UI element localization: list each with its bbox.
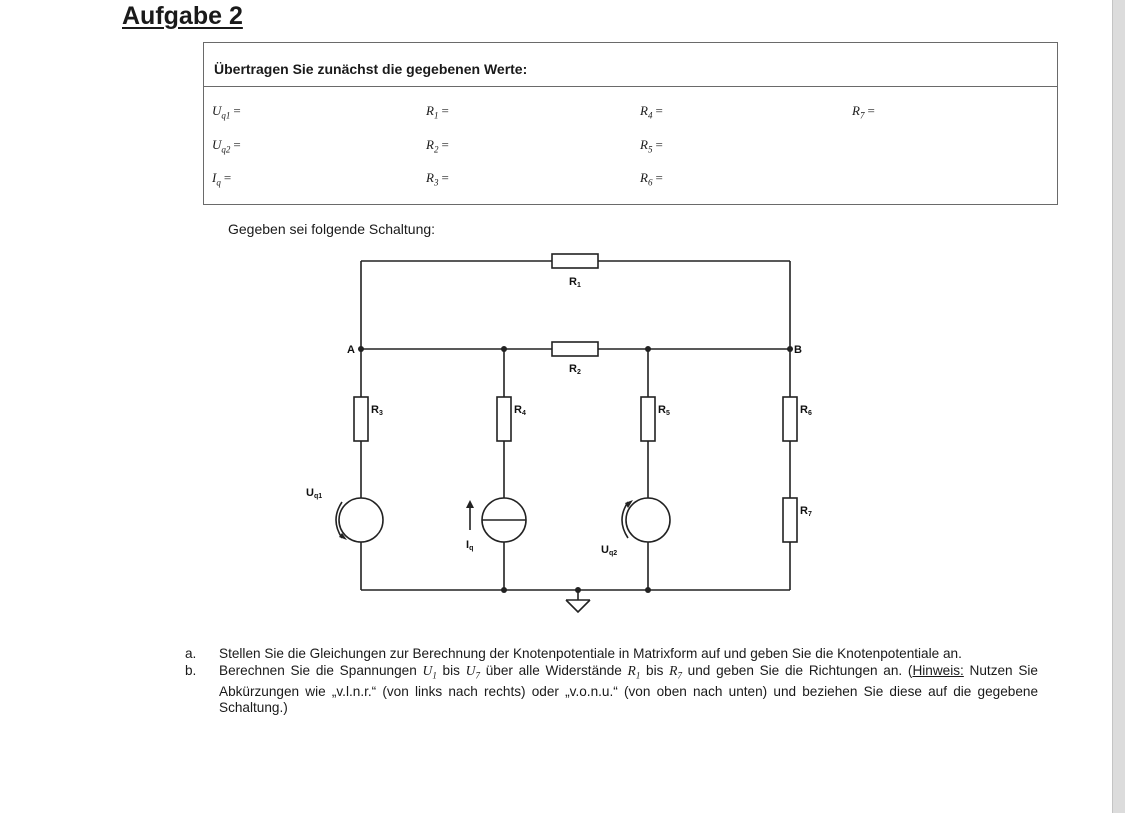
resistor-r1 bbox=[552, 254, 598, 268]
voltage-source-uq1 bbox=[339, 498, 383, 542]
junction-dot bbox=[501, 587, 507, 593]
resistor-r3 bbox=[354, 397, 368, 441]
label-iq: Iq bbox=[466, 539, 474, 552]
given-values-header: Übertragen Sie zunächst die gegebenen Werte: bbox=[204, 43, 1057, 87]
label-r7: R7 bbox=[800, 505, 812, 518]
symbol-u1: $U_1$ bbox=[422, 662, 437, 681]
resistor-r4 bbox=[497, 397, 511, 441]
task-b-text-1: Berechnen Sie die Spannungen bbox=[219, 662, 423, 678]
given-value-r6: $R_6$ = bbox=[640, 170, 663, 188]
given-value-r3: $R_3$ = bbox=[426, 170, 449, 188]
symbol-r7: $R_7$ bbox=[669, 662, 682, 681]
given-value-uq2: $U_{q2}$ = bbox=[212, 137, 241, 155]
voltage-source-uq2 bbox=[626, 498, 670, 542]
given-value-r5: $R_5$ = bbox=[640, 137, 663, 155]
task-b bbox=[183, 663, 1038, 717]
given-value-r2: $R_2$ = bbox=[426, 137, 449, 155]
task-b-bis-1: bis bbox=[436, 662, 466, 678]
resistor-r5 bbox=[641, 397, 655, 441]
hint-label: Hinweis: bbox=[912, 662, 964, 678]
task-title: Aufgabe 2 bbox=[122, 2, 243, 30]
junction-dot bbox=[501, 346, 507, 352]
given-value-r4: $R_4$ = bbox=[640, 103, 663, 121]
given-value-r7: $R_7$ = bbox=[852, 103, 875, 121]
task-b-text-3: und geben Sie die Richtungen an. ( bbox=[681, 662, 913, 678]
resistor-r2 bbox=[552, 342, 598, 356]
label-r2: R2 bbox=[569, 363, 581, 376]
junction-dot bbox=[575, 587, 581, 593]
node-b-dot bbox=[787, 346, 793, 352]
label-r3: R3 bbox=[371, 404, 383, 417]
junction-dot bbox=[645, 346, 651, 352]
task-b-bis-2: bis bbox=[640, 662, 670, 678]
task-a-text: Stellen Sie die Gleichungen zur Berechnung der Knotenpotentiale in Matrixform auf und geben Sie die Knotenpotentiale an. bbox=[219, 646, 962, 661]
junction-dot bbox=[645, 587, 651, 593]
label-uq1: Uq1 bbox=[306, 487, 323, 500]
label-uq2: Uq2 bbox=[601, 544, 618, 557]
node-b-label: B bbox=[794, 344, 802, 356]
given-value-uq1: $U_{q1}$ = bbox=[212, 103, 241, 121]
circuit-diagram bbox=[300, 240, 860, 620]
iq-arrow-head bbox=[466, 500, 474, 508]
task-list bbox=[183, 646, 1038, 717]
task-b-letter: b. bbox=[185, 662, 197, 678]
label-r4: R4 bbox=[514, 404, 526, 417]
symbol-r1: $R_1$ bbox=[627, 662, 641, 681]
task-a bbox=[183, 646, 1038, 663]
given-value-r1: $R_1$ = bbox=[426, 103, 449, 121]
resistor-r6 bbox=[783, 397, 797, 441]
circuit-intro-text: Gegeben sei folgende Schaltung: bbox=[228, 221, 436, 237]
vertical-scrollbar[interactable] bbox=[1112, 0, 1125, 813]
task-a-letter: a. bbox=[185, 646, 197, 661]
given-values-table bbox=[203, 42, 1058, 205]
task-b-text-4: Nutzen Sie Abkürzungen wie „v.l.n.r.“ (von links nach rechts) oder „v.o.n.u.“ (von oben nach unten) und beziehen Sie diese auf die gegebene Schaltung.) bbox=[219, 662, 1038, 716]
symbol-u7: $U_7$ bbox=[465, 662, 480, 681]
given-value-iq: $I_q$ = bbox=[212, 170, 232, 188]
label-r5: R5 bbox=[658, 404, 670, 417]
ground-icon bbox=[566, 600, 590, 612]
label-r6: R6 bbox=[800, 404, 812, 417]
node-a-label: A bbox=[347, 344, 355, 356]
node-a-dot bbox=[358, 346, 364, 352]
label-r1: R1 bbox=[569, 276, 581, 289]
resistor-r7 bbox=[783, 498, 797, 542]
task-b-text-2: über alle Widerstände bbox=[479, 662, 628, 678]
